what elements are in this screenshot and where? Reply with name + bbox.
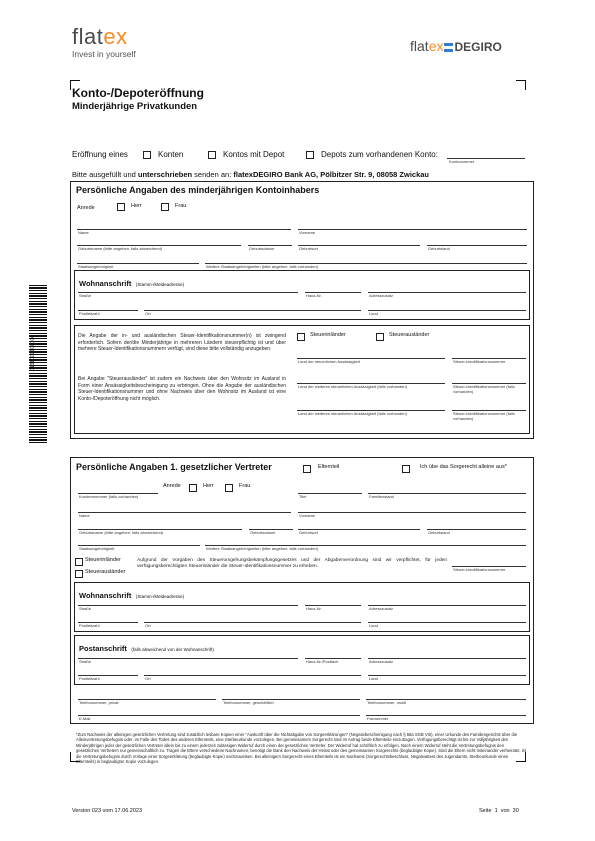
page-title: Konto-/Depoteröffnung: [72, 86, 204, 100]
rep-strasse-caption: Straße: [79, 606, 92, 611]
rep-elternteil-checkbox[interactable]: [303, 465, 311, 473]
minor-tax-land1-caption: Land der steuerlichen Ansässigkeit: [298, 359, 360, 364]
logo2-text-ex: ex: [428, 38, 444, 54]
flatex-degiro-logo: [410, 38, 502, 55]
rep-steuerinlaender-label: Steuerinländer: [85, 557, 121, 563]
rep-land-line[interactable]: [368, 622, 526, 623]
rep-post-land-line[interactable]: [368, 675, 526, 676]
logo-slogan: Invest in yourself: [72, 49, 136, 59]
minor-weitere-staatsang-caption: Weitere Staatsangehörigkeiten (bitte angeben, falls vorhanden): [206, 264, 318, 269]
rep-hausnr-caption: Haus-Nr.: [306, 606, 322, 611]
minor-vorname-line[interactable]: [298, 229, 527, 230]
send-bold: unterschrieben: [137, 170, 193, 179]
rep-wohnanschrift-title: Wohnanschrift: [79, 591, 132, 600]
barcode-number: 0131000100106: [30, 334, 36, 372]
rep-kundennr-caption: Kundennummer (falls vorhanden): [79, 494, 139, 499]
minor-steuerauslaender-checkbox[interactable]: [376, 333, 384, 341]
rep-tel-mobil-caption: Telefonnummer, mobil: [367, 700, 407, 705]
rep-frau-checkbox[interactable]: [225, 484, 233, 492]
minor-tax-land3-caption: Land der weiteren steuerlichen Ansässigkeit (falls vorhanden): [298, 411, 407, 416]
minor-tax-id1-caption: Steuer-Identifikationsnummer: [453, 359, 506, 364]
rep-steuerauslaender-label: Steuerausländer: [85, 569, 126, 575]
flatex-logo: [72, 26, 136, 59]
minor-herr-checkbox[interactable]: [117, 203, 125, 211]
rep-postanschrift-title: Postanschrift: [79, 644, 127, 653]
rep-ort-caption: Ort: [145, 623, 151, 628]
minor-tax-id3-caption: Steuer-Identifikationsnummer (falls vorhanden): [453, 411, 515, 421]
rep-geburtsdatum-caption: Geburtsdatum: [250, 530, 276, 535]
rep-post-ort-caption: Ort: [145, 676, 151, 681]
rep-plz-caption: Postleitzahl: [79, 623, 100, 628]
minor-tax-para1: Die Angabe der in- und ausländischen Steuer-Identifikationsnummer(n) ist zwingend erforderlich. Sofern der/die Minderjährige in mehreren Ländern steuerpflichtig ist und über mehrere Steuer-Identifikationsnummern verfügt, sind diese bitte vollständig anzugeben.: [78, 333, 286, 353]
rep-land-caption: Land: [369, 623, 378, 628]
rep-adresszusatz-caption: Adresszusatz: [369, 606, 394, 611]
rep-geburtsland-caption: Geburtsland: [428, 530, 450, 535]
minor-wohnanschrift-sub: (Stamm-/Meldeadresse): [135, 282, 185, 287]
version-text: Version 023 vom 17.06.2023: [72, 808, 143, 814]
minor-frau-checkbox[interactable]: [161, 203, 169, 211]
opening-row: [72, 150, 128, 160]
logo-text-ex: ex: [103, 24, 128, 49]
rep-steuerauslaender-checkbox[interactable]: [75, 570, 83, 578]
minor-name-caption: Name: [78, 230, 89, 235]
rep-tax-text: Aufgrund der Vorgaben des Steuerumgehungsbekämpfungsgesetzes und der Abgabenverordnung sind wir verpflichtet, für jeden verfügungsberechtigten Steuerinländer die Steuer-Identifikationsnummer zu erheben.: [137, 558, 447, 570]
rep-ort-line[interactable]: [144, 622, 361, 623]
minor-frau-label: Frau: [175, 203, 187, 209]
minor-steuerinlaender-checkbox[interactable]: [297, 333, 305, 341]
minor-staatsang-caption: Staatsangehörigkeit: [78, 264, 114, 269]
rep-herr-label: Herr: [203, 483, 214, 489]
footnote: *Zum Nachweis der alleinigen gesetzlichen Vertretung sind zusätzlich lesbare Kopien einer "Auskunft über die Nichtabgabe von Sorgeerklärungen" (Negativbescheinigung nach § 58a SGB VIII), einer Urkunde des Familiengerichts über die Alleinvertretungsbefugnis oder, im Falle des Todes des anderen Elternteils, eine Sterbeurkunde vorzulegen. Bei gemeinsamem Sorgerecht sind im Antrag beide Elternteile einzutragen. Verfügungsberechtigt ist bis zur Volljährigkeit des Minderjährigen jeder der gesetzlichen Vertreter allein bis zu einem jederzeit zulässigen Widerruf durch einen der gesetzlichen Vertreter. Der Widerruf hat schriftlich zu erfolgen. Nach einem Widerruf steht die Vertretungsbefugnis den gesetzlichen Vertretern nur gemeinschaftlich zu. Tragen die Eltern verschiedene Nachnamen, benötigt die Bank den Nachweis der Heirat oder des gemeinsamen Sorgerechts (beglaubigte Kopie). Sind die Eltern nicht miteinander verheiratet, ist die Vertretungsbefugnis durch Vorlage einer Sorgeerklärung (beglaubigte Kopie) nachzuweisen. Bei alleinigem Sorgerecht eines Elternteils ist ein Nachweis (Sorgerechtsbeschluss, Negativattest des Jugendamts, Sterbeurkunde eines Elternteils) in beglaubigter Kopie vorzulegen.: [76, 732, 526, 765]
rep-elternteil-label: Elternteil: [318, 464, 340, 470]
rep-fax-caption: Faxnummer: [367, 716, 389, 721]
logo2-text-flat: flat: [410, 38, 429, 54]
minor-land-line[interactable]: [368, 310, 526, 311]
rep-wohnanschrift-heading: [79, 585, 184, 603]
option-konten: Konten: [158, 150, 184, 159]
minor-wohnanschrift-heading: [79, 273, 184, 291]
opening-label: Eröffnung eines: [72, 150, 128, 159]
minor-section-title: Persönliche Angaben des minderjährigen Kontoinhabers: [76, 185, 320, 195]
minor-anrede-label: Anrede: [77, 205, 95, 211]
minor-wohnanschrift-title: Wohnanschrift: [79, 279, 132, 288]
minor-geburtsort-caption: Geburtsort: [299, 246, 318, 251]
send-prefix: Bitte ausgefüllt und: [72, 170, 136, 179]
checkbox-depot-vorhanden[interactable]: [306, 151, 314, 159]
rep-tel-privat-caption: Telefonnummer, privat: [79, 700, 119, 705]
minor-geburtsname-caption: Geburtsname (bitte angeben, falls abweichend): [78, 246, 163, 251]
page-subtitle: Minderjährige Privatkunden: [72, 101, 198, 112]
rep-strasse-line[interactable]: [78, 605, 298, 606]
rep-name-line[interactable]: [78, 512, 291, 513]
minor-herr-label: Herr: [131, 203, 142, 209]
minor-strasse-line[interactable]: [78, 292, 298, 293]
minor-vorname-caption: Vorname: [299, 230, 316, 235]
send-mid: senden an:: [194, 170, 232, 179]
minor-hausnr-caption: Haus-Nr.: [306, 293, 322, 298]
send-to-line: [72, 170, 429, 179]
minor-name-line[interactable]: [77, 229, 291, 230]
rep-wohnanschrift-sub: (Stamm-/Meldeadresse): [135, 594, 185, 599]
minor-steuerauslaender-label: Steuerausländer: [389, 332, 430, 338]
checkbox-konten[interactable]: [143, 151, 151, 159]
send-address: flatexDEGIRO Bank AG, Pölbitzer Str. 9, 08058 Zwickau: [233, 170, 430, 179]
rep-postanschrift-heading: [79, 638, 214, 656]
minor-tax-id2-caption: Steuer-Identifikationsnummer (falls vorhanden): [453, 384, 515, 394]
rep-anrede-label: Anrede: [163, 483, 181, 489]
rep-post-strasse-line[interactable]: [78, 658, 298, 659]
rep-geburtsort-caption: Geburtsort: [299, 530, 318, 535]
minor-land-caption: Land: [369, 311, 378, 316]
rep-steuerinlaender-checkbox[interactable]: [75, 558, 83, 566]
rep-tel-gesch-caption: Telefonnummer, geschäftlich: [223, 700, 274, 705]
rep-email-line[interactable]: [78, 715, 360, 716]
logo-text-flat: flat: [72, 24, 104, 49]
rep-fax-line[interactable]: [366, 715, 526, 716]
rep-herr-checkbox[interactable]: [189, 484, 197, 492]
minor-ort-caption: Ort: [145, 311, 151, 316]
rep-name-caption: Name: [79, 513, 90, 518]
rep-postanschrift-sub: (falls abweichend von der Wohnanschrift): [131, 647, 214, 652]
rep-steuerid-caption: Steuer-Identifikationsnummer: [453, 567, 506, 572]
option-depot-vorhanden: Depots zum vorhandenen Konto:: [321, 150, 438, 159]
rep-familienstand-caption: Familienstand: [369, 494, 394, 499]
rep-post-adresszusatz-caption: Adresszusatz: [369, 659, 394, 664]
rep-email-caption: E-Mail: [79, 716, 91, 721]
rep-section-title: Persönliche Angaben 1. gesetzlicher Vertreter: [76, 462, 272, 472]
rep-vorname-line[interactable]: [298, 512, 526, 513]
option-konto-depot: Kontos mit Depot: [223, 150, 285, 159]
minor-tax-land2-caption: Land der weiteren steuerlichen Ansässigkeit (falls vorhanden): [298, 384, 407, 389]
rep-frau-label: Frau: [239, 483, 251, 489]
logo2-text-degiro: DEGIRO: [454, 40, 502, 54]
rep-post-strasse-caption: Straße: [79, 659, 92, 664]
rep-geburtsname-caption: Geburtsname (bitte angeben, falls abweichend): [79, 530, 164, 535]
minor-strasse-caption: Straße: [79, 293, 92, 298]
rep-post-ort-line[interactable]: [144, 675, 361, 676]
rep-staatsang-caption: Staatsangehörigkeit: [79, 546, 115, 551]
minor-plz-caption: Postleitzahl: [79, 311, 100, 316]
logo2-equals-icon: [444, 43, 453, 52]
page-number: Seite 1 von 30: [479, 808, 519, 814]
rep-post-land-caption: Land: [369, 676, 378, 681]
rep-titel-caption: Titel: [299, 494, 307, 499]
rep-vorname-caption: Vorname: [299, 513, 316, 518]
rep-post-hausnr-caption: Haus-Nr./Postfach: [306, 659, 339, 664]
minor-geburtsland-caption: Geburtsland: [428, 246, 450, 251]
minor-steuerinlaender-label: Steuerinländer: [310, 332, 346, 338]
minor-adresszusatz-caption: Adresszusatz: [369, 293, 394, 298]
rep-weitere-staatsang-caption: Weitere Staatsangehörigkeiten (bitte angeben, falls vorhanden): [206, 546, 318, 551]
checkbox-konto-depot[interactable]: [208, 151, 216, 159]
minor-tax-para2: Bei Angabe "Steuerausländer" ist zudem ein Nachweis über den Wohnsitz im Ausland in Form einer Ansässigkeitsbescheinigung zu erbringen. Ohne die Angabe der ausländischen Steuer-Identifikationsnummer und ohne Nachweis über den Wohnsitz im Ausland ist eine Konto-/Depoteröffnung nicht möglich.: [78, 376, 286, 402]
rep-sorgerecht-label: Ich übe das Sorgerecht alleine aus*: [420, 464, 507, 470]
crop-mark-top-right: [516, 80, 526, 90]
minor-ort-line[interactable]: [144, 310, 361, 311]
rep-titel-line[interactable]: [298, 493, 362, 494]
rep-post-plz-caption: Postleitzahl: [79, 676, 100, 681]
account-number-caption: Kontonummer: [449, 159, 475, 164]
minor-geburtsdatum-caption: Geburtsdatum: [249, 246, 275, 251]
rep-sorgerecht-checkbox[interactable]: [402, 465, 410, 473]
